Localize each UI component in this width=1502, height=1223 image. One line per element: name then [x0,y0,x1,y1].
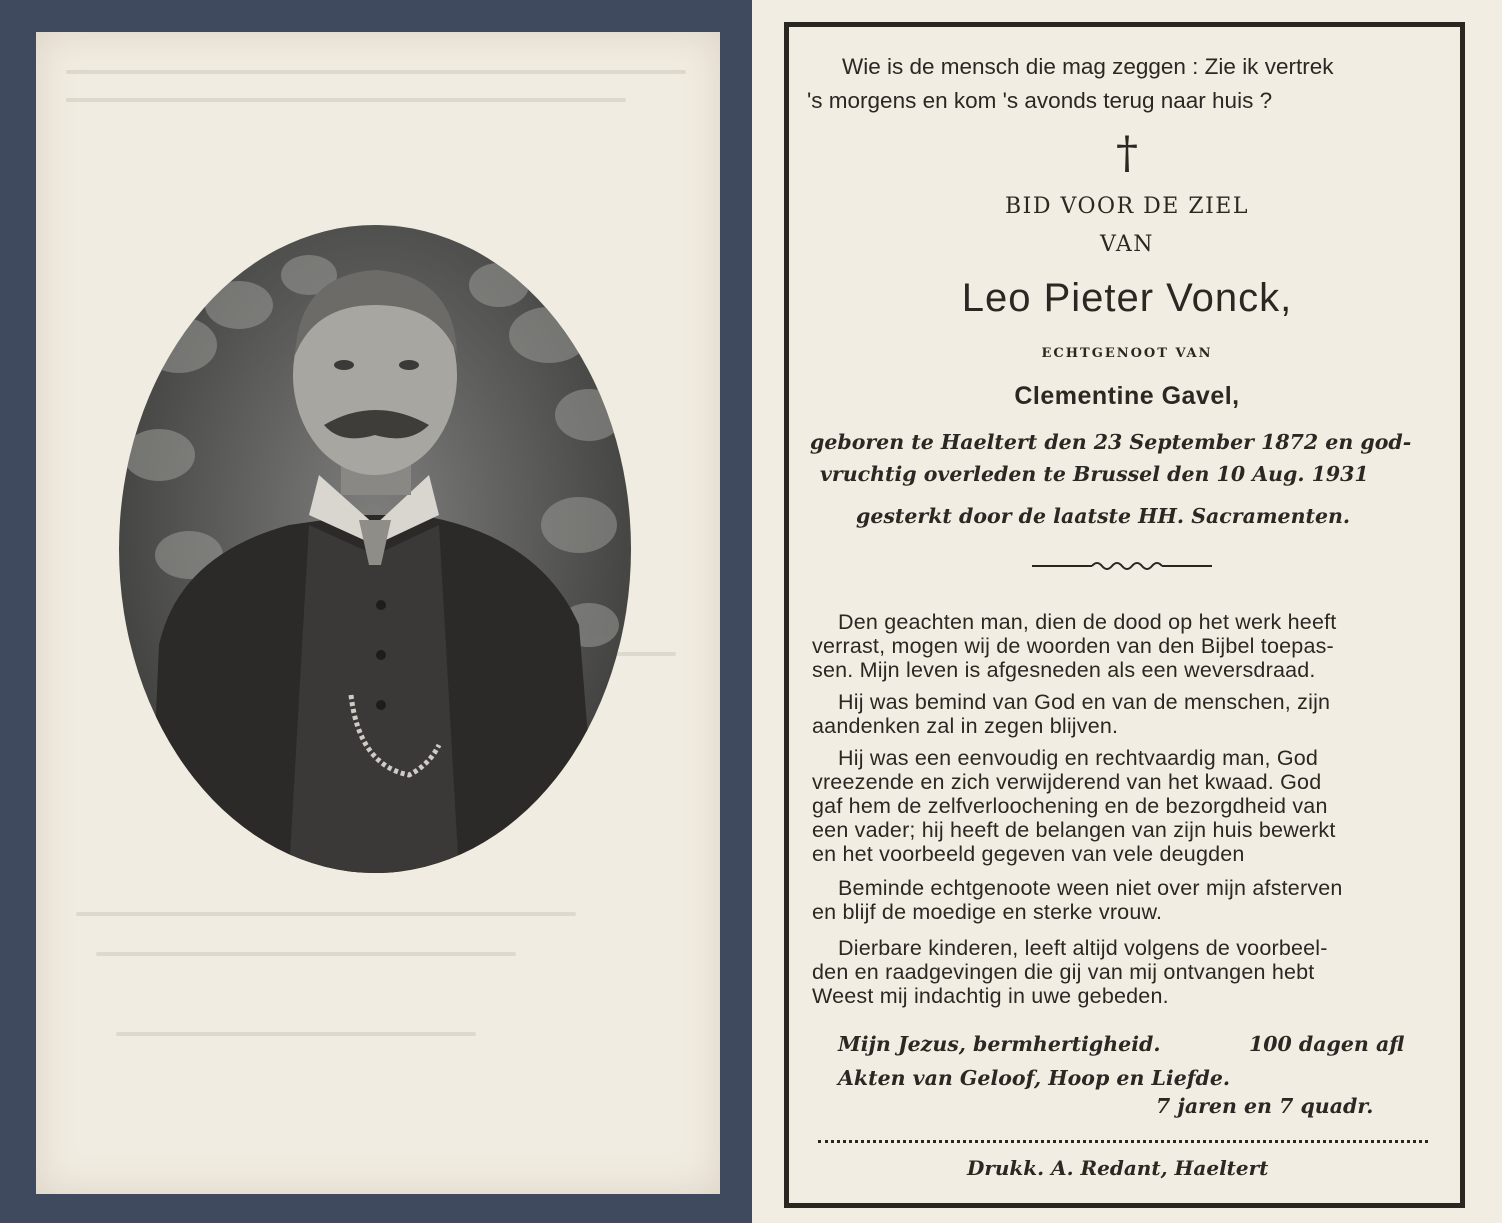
paragraph-4-line-2: en blijf de moedige en sterke vrouw. [812,900,1163,924]
show-through-text [66,70,686,74]
oval-portrait-photo [119,225,631,873]
dates-line-1: geboren te Haeltert den 23 September 1872 en god- [810,430,1412,454]
show-through-text [76,912,576,916]
photo-card-paper [36,32,720,1194]
show-through-text [66,98,626,102]
paragraph-2-line-1: Hij was bemind van God en van de menschen, zijn [838,690,1331,714]
dotted-separator [818,1140,1428,1143]
indulgence-reward-1: 100 dagen afl [1249,1032,1405,1056]
quote-line-2: 's morgens en kom 's avonds terug naar huis ? [807,88,1273,113]
indulgence-reward-2: 7 jaren en 7 quadr. [1156,1094,1374,1118]
paragraph-1-line-1: Den geachten man, dien de dood op het werk heeft [838,610,1337,634]
paragraph-4-line-1: Beminde echtgenoote ween niet over mijn afsterven [838,876,1343,900]
paragraph-1-line-2: verrast, mogen wij de woorden van den Bijbel toepas- [812,634,1334,658]
paragraph-3-line-2: vreezende en zich verwijderend van het kwaad. God [812,770,1322,794]
dates-line-2: vruchtig overleden te Brussel den 10 Aug. 1931 [820,462,1369,486]
paragraph-5-line-3: Weest mij indachtig in uwe gebeden. [812,984,1169,1008]
show-through-text [116,1032,476,1036]
ornament-divider [1032,558,1212,574]
paragraph-5-line-2: den en raadgevingen die gij van mij ontvangen hebt [812,960,1315,984]
paragraph-1-line-3: sen. Mijn leven is afgesneden als een weversdraad. [812,658,1316,682]
spouse-name: Clementine Gavel, [1014,382,1240,410]
heading-of: VAN [1099,232,1155,257]
paragraph-3-line-5: en het voorbeeld gegeven van vele deugden [812,842,1245,866]
quote-line-1: Wie is de mensch die mag zeggen : Zie ik vertrek [842,54,1334,79]
deceased-name: Leo Pieter Vonck, [961,276,1293,320]
paragraph-3-line-3: gaf hem de zelfverloochening en de bezorgdheid van [812,794,1328,818]
portrait-illustration [119,225,631,873]
cross-icon: † [1116,128,1138,179]
text-card [752,0,1502,1223]
show-through-text [96,952,516,956]
spouse-label: ECHTGENOOT VAN [1041,346,1213,361]
paragraph-3-line-4: een vader; hij heeft de belangen van zijn huis bewerkt [812,818,1336,842]
indulgence-prayer-2: Akten van Geloof, Hoop en Liefde. [838,1066,1231,1090]
heading-pray: BID VOOR DE ZIEL [1005,194,1249,219]
dates-line-3: gesterkt door de laatste HH. Sacramenten. [856,504,1351,528]
paragraph-3-line-1: Hij was een eenvoudig en rechtvaardig man, God [838,746,1319,770]
paragraph-2-line-2: aandenken zal in zegen blijven. [812,714,1119,738]
printer-credit: Drukk. A. Redant, Haeltert [967,1156,1269,1180]
paragraph-5-line-1: Dierbare kinderen, leeft altijd volgens de voorbeel- [838,936,1328,960]
indulgence-prayer-1: Mijn Jezus, bermhertigheid. [838,1032,1161,1056]
